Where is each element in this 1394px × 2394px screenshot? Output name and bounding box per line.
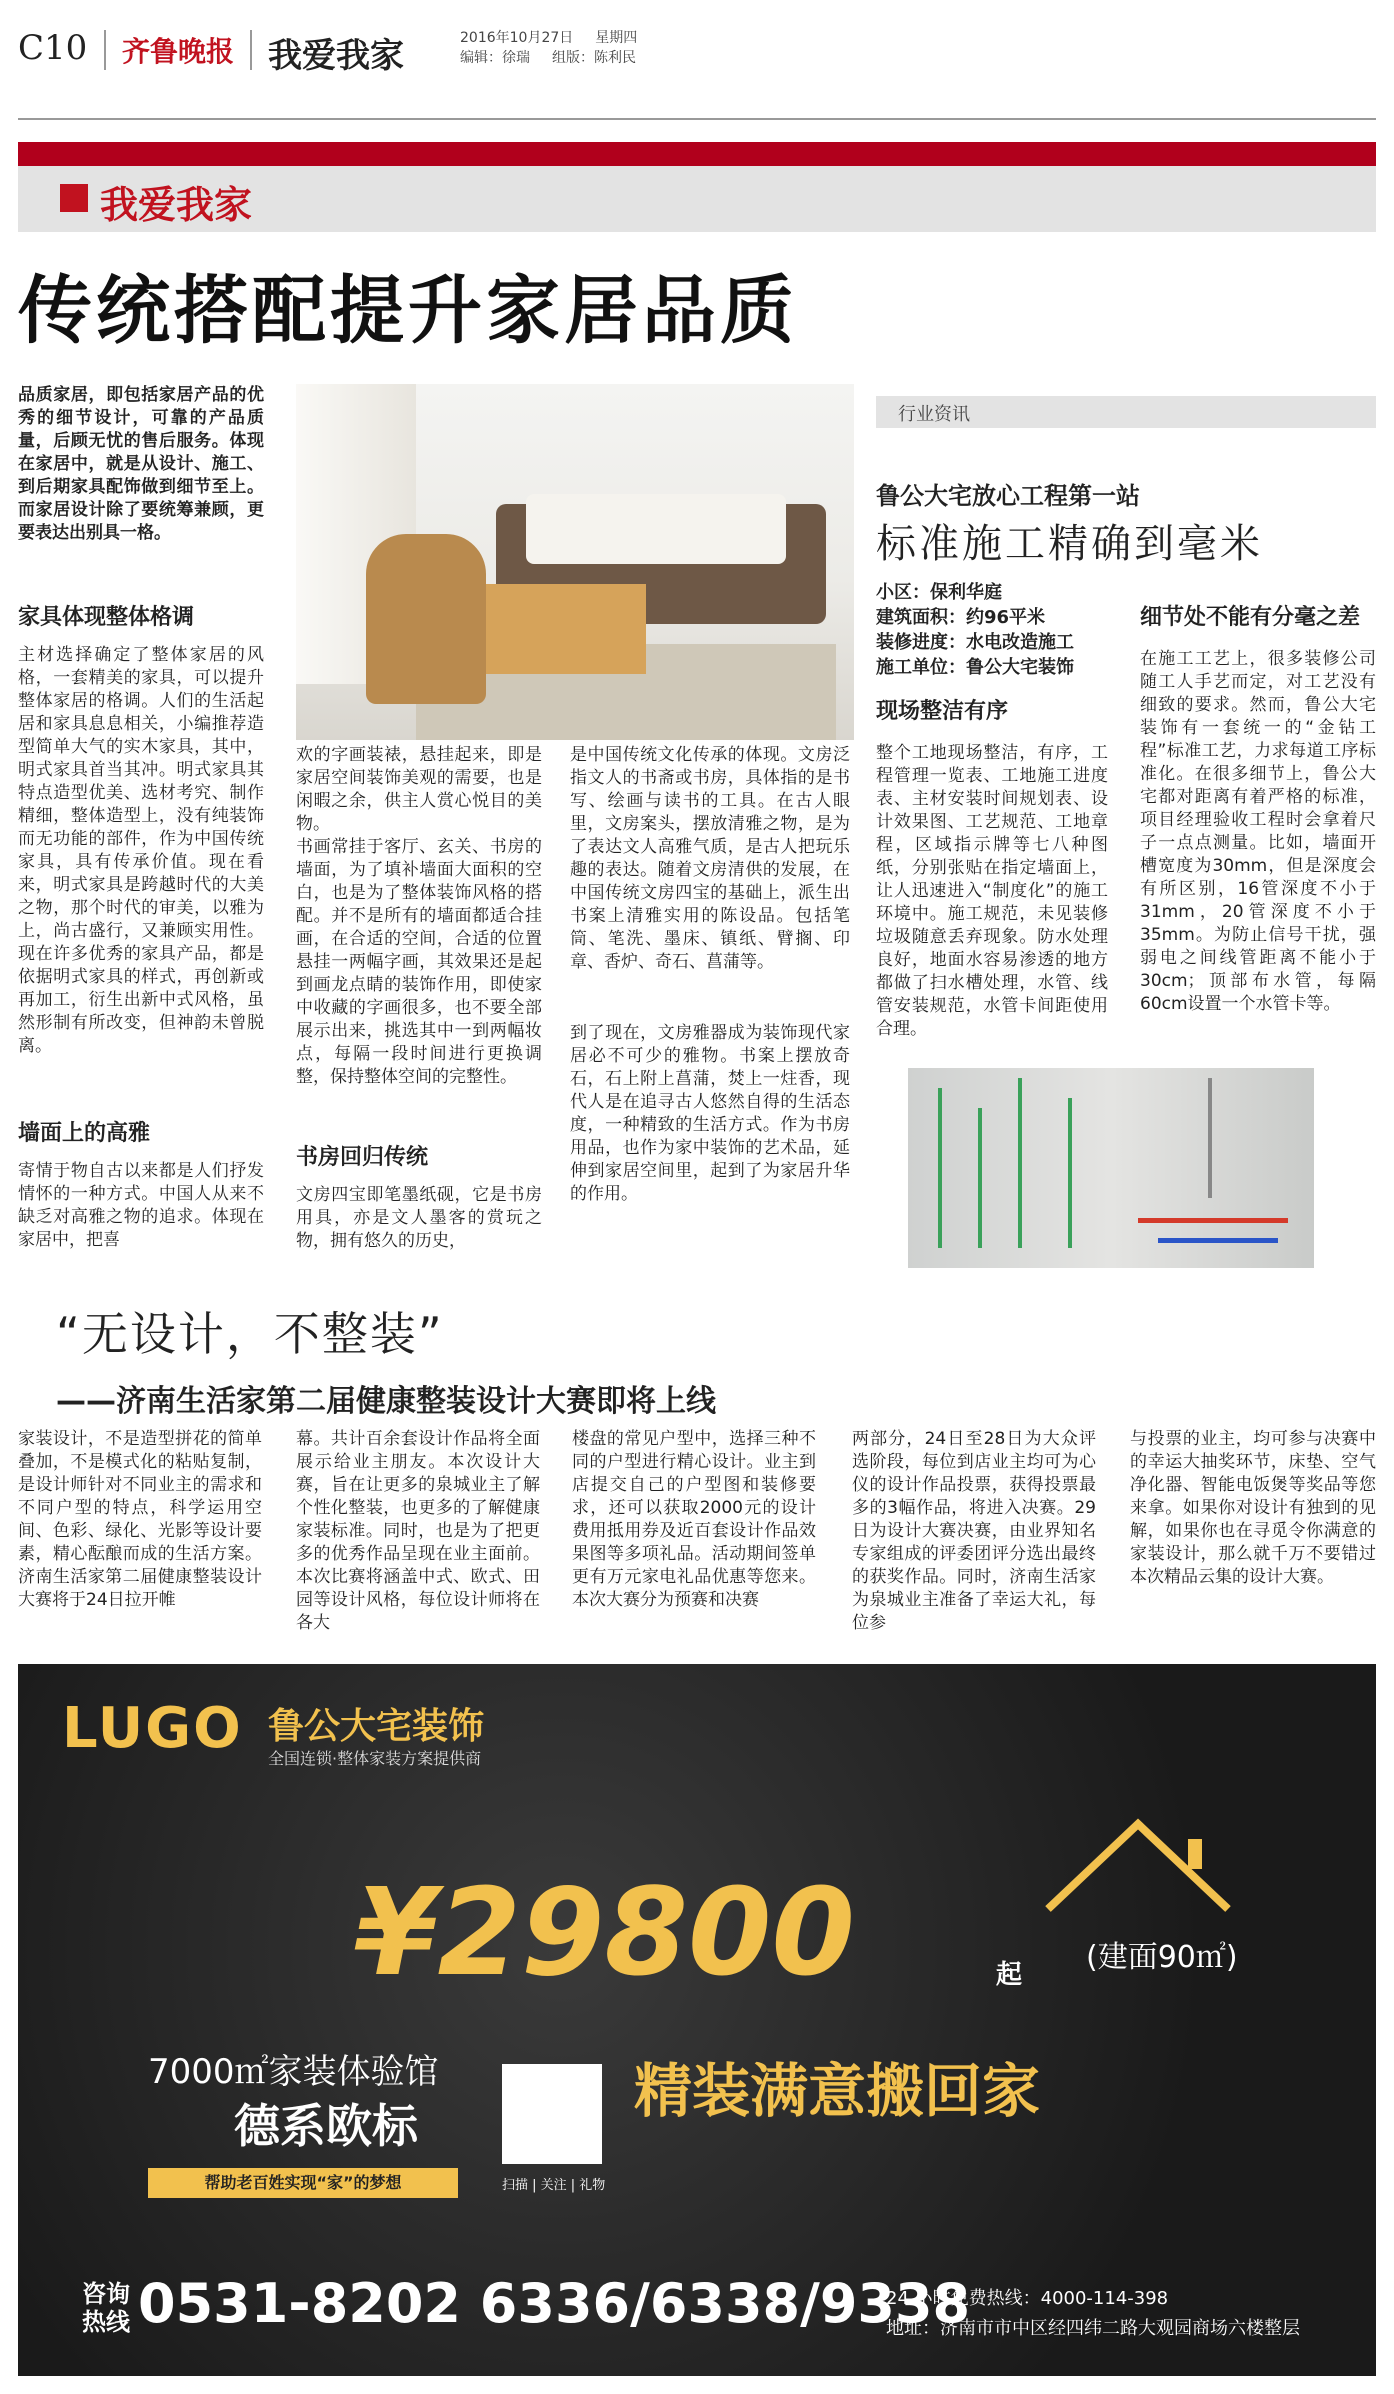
house-icon [1038,1814,1238,1914]
ad-standard: 德系欧标 [234,2099,418,2153]
fact-community: 小区：保利华庭 [876,582,1002,603]
info-tag: 行业资讯 [898,404,970,425]
article-col2b: 书画常挂于客厅、玄关、书房的墙面，为了填补墙面大面积的空白，也是为了整体装饰风格的搭配。并不是所有的墙面都适合挂画，在合适的空间，合适的位置悬挂一两幅字画，其效果还是起到画龙点睛的装饰作用，即使家中收藏的字画很多，也不要全部展示出来，挑选其中一到两幅妆点，每隔一段时间进行更换调整，保持整体空间的完整性。 [296,837,542,1087]
section2-col1: 家装设计，不是造型拼花的简单叠加，不是模式化的粘贴复制，是设计师针对不同业主的需求和不同户型的特点，科学运用空间、色彩、绿化、光影等设计要素，精心酝酿而成的生活方案。济南生活家第二届健康整装设计大赛将于24日拉开帷 [18,1429,262,1610]
article-col2c: 文房四宝即笔墨纸砚，它是书房用具，亦是文人墨客的赏玩之物，拥有悠久的历史， [296,1185,542,1251]
article-intro: 品质家居，即包括家居产品的优秀的细节设计，可靠的产品质量，后顾无忧的售后服务。体现在家居中，就是从设计、施工、到后期家具配饰做到细节至上。而家居设计除了要统筹兼顾，更要表达出别具一格。 [18,385,264,543]
header-divider [104,30,106,70]
ad-contact [886,2284,1300,2344]
header-rule [18,118,1376,120]
ad-area: (建面90㎡) [1086,1940,1238,1975]
article-p1: 主材选择确定了整体家居的风格，一套精美的家具，可以提升整体家居的格调。人们的生活起居和家具息息相关，小编推荐造型简单大气的实木家具，其中，明式家具首当其冲。明式家具其特点造型优美、选材考究、制作精细，整体造型上，没有纯装饰而无功能的部件，作为中国传统家具，具有传承价值。现在看来，明式家具是跨越时代的大美之物，那个时代的审美，以雅为上，尚古盛行，又兼顾实用性。现在许多优秀的家具产品，都是依据明式家具的样式，再创新或再加工，衍生出新中式风格，虽然形制有所改变，但神韵未曾脱离。 [18,645,264,1056]
headline: 传统搭配提升家居品质 [18,268,798,354]
ad-hotline: 24 小时免费热线：4000-114-398 [886,2288,1169,2309]
info-facts [876,580,1074,680]
advertisement [18,1664,1376,2376]
ad-qr-caption: 扫描 | 关注 | 礼物 [502,2178,606,2193]
ad-hall: 7000㎡家装体验馆 [148,2052,439,2092]
info-title-big: 标准施工精确到毫米 [876,521,1263,567]
ad-price: ¥29800 [354,1864,855,2003]
section2-col5: 与投票的业主，均可参与决赛中的幸运大抽奖环节，床垫、空气净化器、智能电饭煲等奖品等您来拿。如果你对设计有独到的见解，如果你也在寻觅令你满意的家装设计，那么就千万不要错过本次精品云集的设计大赛。 [1130,1429,1376,1587]
info-title-small: 鲁公大宅放心工程第一站 [876,482,1140,510]
ad-address: 地址：济南市市中区经四纬二路大观园商场六楼整层 [886,2318,1300,2339]
ad-slogan: 全国连锁·整体家装方案提供商 [268,1749,482,1768]
ad-brand-cn: 鲁公大宅装饰 [268,1706,485,1747]
red-band [18,142,1376,166]
fact-progress: 装修进度：水电改造施工 [876,632,1074,653]
ad-consult-label: 咨询热线 [82,2280,130,2336]
subhead-site: 现场整洁有序 [876,699,1009,724]
info-p-left: 整个工地现场整洁，有序，工程管理一览表、工地施工进度表、主材安装时间规划表、设计效果图、工艺规范、工地章程，区域指示牌等七八种图纸，分别张贴在指定墙面上，让人迅速进入“制度化”的施工环境中。施工规范，未见装修垃圾随意丢弃现象。防水处理良好，地面水容易渗透的地方都做了扫水槽处理，水管、线管安装规范，水管卡间距使用合理。 [876,743,1108,1039]
section2-col2: 幕。共计百余套设计作品将全面展示给业主朋友。本次设计大赛，旨在让更多的泉城业主了解个性化整装，也更多的了解健康家装标准。同时，也是为了把更多的优秀作品呈现在业主面前。本次比赛将涵盖中式、欧式、田园等设计风格，每位设计师将在各大 [296,1429,540,1633]
section-name: 我爱我家 [268,36,404,76]
plumbing-photo [908,1068,1314,1268]
page-number: C10 [18,28,88,68]
kicker-title: 我爱我家 [100,183,253,227]
article-col3b: 到了现在，文房雅器成为装饰现代家居必不可少的雅物。书案上摆放奇石，石上附上菖蒲，焚上一炷香，现代人是在追寻古人悠然自得的生活态度，一种精致的生活方式。作为书房用品，也作为家中装饰的艺术品，延伸到家居空间里，起到了为家居升华的作用。 [570,1023,850,1204]
subhead-study: 书房回归传统 [296,1145,429,1170]
ad-phone: 0531-8202 6336/6338/9338 [138,2272,971,2335]
living-room-photo [296,384,854,740]
ad-tagline: 精装满意搬回家 [634,2057,1041,2125]
article-col2a: 欢的字画装裱，悬挂起来，即是家居空间装饰美观的需要，也是闲暇之余，供主人赏心悦目的美物。 [296,745,542,834]
issue-weekday: 星期四 [595,30,638,46]
article-col3a: 是中国传统文化传承的体现。文房泛指文人的书斋或书房，具体指的是书写、绘画与读书的工具。在古人眼里，文房案头，摆放清雅之物，是为了表达文人高雅气质，是古人把玩乐趣的表达。随着文房清供的发展，在中国传统文房四宝的基础上，派生出书案上清雅实用的陈设品。包括笔筒、笔洗、墨床、镇纸、臂搁、印章、香炉、奇石、菖蒲等。 [570,745,850,972]
newspaper-logo: 齐鲁晚报 [122,35,235,68]
ad-help-banner: 帮助老百姓实现“家”的梦想 [148,2168,458,2198]
section2-col3: 楼盘的常见户型中，选择三种不同的户型进行精心设计。业主到店提交自己的户型图和装修要求，还可以获取2000元的设计费用抵用券及近百套设计作品效果图等多项礼品。活动期间签单更有万元家电礼品优惠等您来。本次大赛分为预赛和决赛 [572,1429,816,1610]
header-divider-2 [250,30,252,70]
issue-date: 2016年10月27日 [460,30,574,46]
ad-brand-en: LUGO [62,1696,243,1761]
section2-subtitle: ——济南生活家第二届健康整装设计大赛即将上线 [56,1384,716,1419]
article-p2: 寄情于物自古以来都是人们抒发情怀的一种方式。中国人从来不缺乏对高雅之物的追求。体现在家居中，把喜 [18,1161,264,1250]
subhead-detail: 细节处不能有分毫之差 [1140,605,1361,630]
subhead-furniture: 家具体现整体格调 [18,605,195,630]
section2-col4: 两部分，24日至28日为大众评选阶段，每位到店业主均可为心仪的设计作品投票，获得投票最多的3幅作品，将进入决赛。29日为设计大赛决赛，由业界知名专家组成的评委团评分选出最终的获奖作品。同时，济南生活家为泉城业主准备了幸运大礼，每位参 [852,1429,1096,1633]
fact-area: 建筑面积：约96平米 [876,607,1046,628]
subhead-wall: 墙面上的高雅 [18,1121,151,1146]
editor: 编辑：徐瑞 [460,50,530,66]
info-p-right: 在施工工艺上，很多装修公司随工人手艺而定，对工艺没有细致的要求。然而，鲁公大宅装饰有一套统一的“金钻工程”标准工艺，力求每道工序标准化。在很多细节上，鲁公大宅都对距离有着严格的标准，项目经理验收工程时会拿着尺子一点点测量。比如，墙面开槽宽度为30mm，但是深度会有所区别，16管深度不小于31mm，20管深度不小于35mm。为防止信号干扰，强弱电之间线管距离不能小于30cm；顶部布水管，每隔60cm设置一个水管卡等。 [1140,649,1376,1014]
layout-editor: 组版：陈利民 [552,50,636,66]
kicker-square-icon [60,184,88,212]
section2-title: “无设计，不整装” [56,1307,444,1361]
header-meta [460,28,659,68]
qr-code-icon [502,2064,602,2164]
ad-price-suffix: 起 [996,1960,1023,1990]
fact-contractor: 施工单位：鲁公大宅装饰 [876,657,1074,678]
